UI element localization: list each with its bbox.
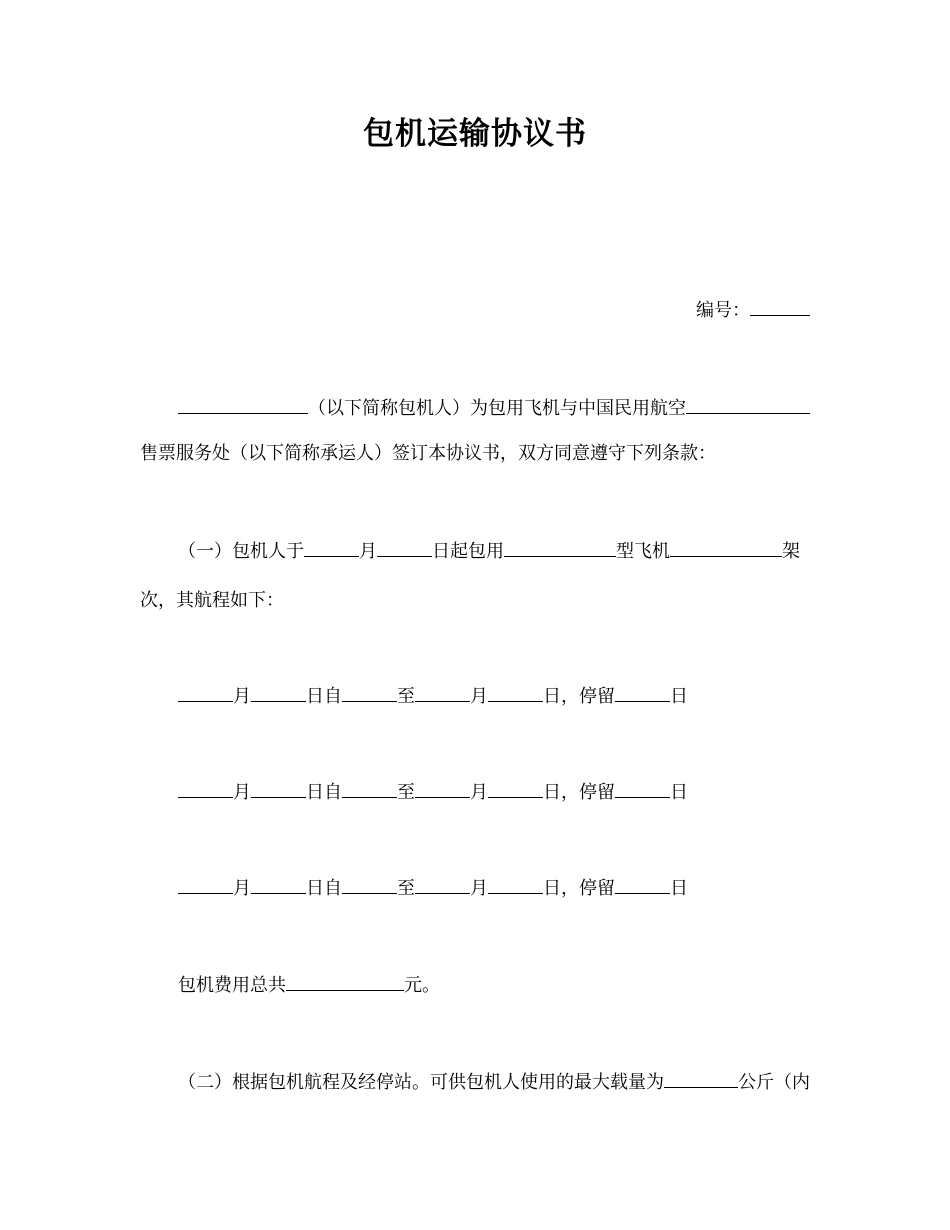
intro-line-1 [178, 395, 810, 422]
schedule-blank [251, 875, 306, 894]
schedule-row [178, 875, 688, 902]
fee-blank [286, 972, 404, 991]
fee-unit: 元。 [404, 975, 440, 996]
fee-line [178, 972, 440, 999]
schedule-blank [342, 779, 397, 798]
schedule-day-stay: 日，停留 [543, 686, 615, 707]
schedule-blank [342, 875, 397, 894]
aircraft-type-blank [504, 538, 616, 557]
schedule-day-from: 日自 [306, 878, 342, 899]
schedule-day-from: 日自 [306, 782, 342, 803]
schedule-blank [415, 683, 470, 702]
schedule-blank [178, 683, 233, 702]
clause-2-text: （二）根据包机航程及经停站。可供包机人使用的最大载量为 [178, 1072, 664, 1093]
clause-1-line-2: 次，其航程如下： [140, 590, 284, 611]
schedule-month: 月 [470, 686, 488, 707]
clause-2-line-1 [178, 1069, 810, 1096]
schedule-blank [342, 683, 397, 702]
schedule-row [178, 779, 688, 806]
schedule-blank [615, 683, 670, 702]
intro-line-2: 售票服务处（以下简称承运人）签订本协议书，双方同意遵守下列条款： [140, 443, 716, 464]
schedule-month: 月 [233, 782, 251, 803]
schedule-blank [488, 875, 543, 894]
number-label: 编号： [696, 300, 750, 321]
schedule-blank [415, 779, 470, 798]
office-blank [686, 395, 810, 414]
schedule-blank [415, 875, 470, 894]
schedule-to: 至 [397, 782, 415, 803]
clause-1-line-1 [178, 538, 810, 565]
schedule-day-stay: 日，停留 [543, 878, 615, 899]
schedule-to: 至 [397, 878, 415, 899]
clause-1-aircraft-type: 型飞机 [616, 541, 670, 562]
max-load-blank [664, 1069, 738, 1088]
schedule-day-stay: 日，停留 [543, 782, 615, 803]
schedule-blank [488, 779, 543, 798]
clause-1-prefix: （一）包机人于 [178, 541, 304, 562]
schedule-blank [251, 779, 306, 798]
document-title: 包机运输协议书 [363, 116, 587, 152]
schedule-day: 日 [670, 878, 688, 899]
schedule-blank [615, 875, 670, 894]
sorties-blank [670, 538, 782, 557]
document-number [696, 297, 810, 324]
clause-1-month: 月 [359, 541, 377, 562]
schedule-day-from: 日自 [306, 686, 342, 707]
schedule-day: 日 [670, 782, 688, 803]
schedule-blank [178, 875, 233, 894]
schedule-to: 至 [397, 686, 415, 707]
clause-2-unit: 公斤（内 [738, 1072, 810, 1093]
charterer-blank [178, 395, 308, 414]
start-day-blank [377, 538, 432, 557]
schedule-month: 月 [233, 878, 251, 899]
clause-1-day-from: 日起包用 [432, 541, 504, 562]
fee-label: 包机费用总共 [178, 975, 286, 996]
intro-party-note: （以下简称包机人）为包用飞机与中国民用航空 [308, 398, 686, 419]
schedule-month: 月 [470, 878, 488, 899]
clause-1-sorties: 架 [782, 541, 800, 562]
number-blank [750, 297, 810, 316]
schedule-blank [488, 683, 543, 702]
schedule-blank [178, 779, 233, 798]
schedule-blank [615, 779, 670, 798]
schedule-day: 日 [670, 686, 688, 707]
schedule-blank [251, 683, 306, 702]
start-month-blank [304, 538, 359, 557]
schedule-month: 月 [470, 782, 488, 803]
schedule-row [178, 683, 688, 710]
schedule-month: 月 [233, 686, 251, 707]
